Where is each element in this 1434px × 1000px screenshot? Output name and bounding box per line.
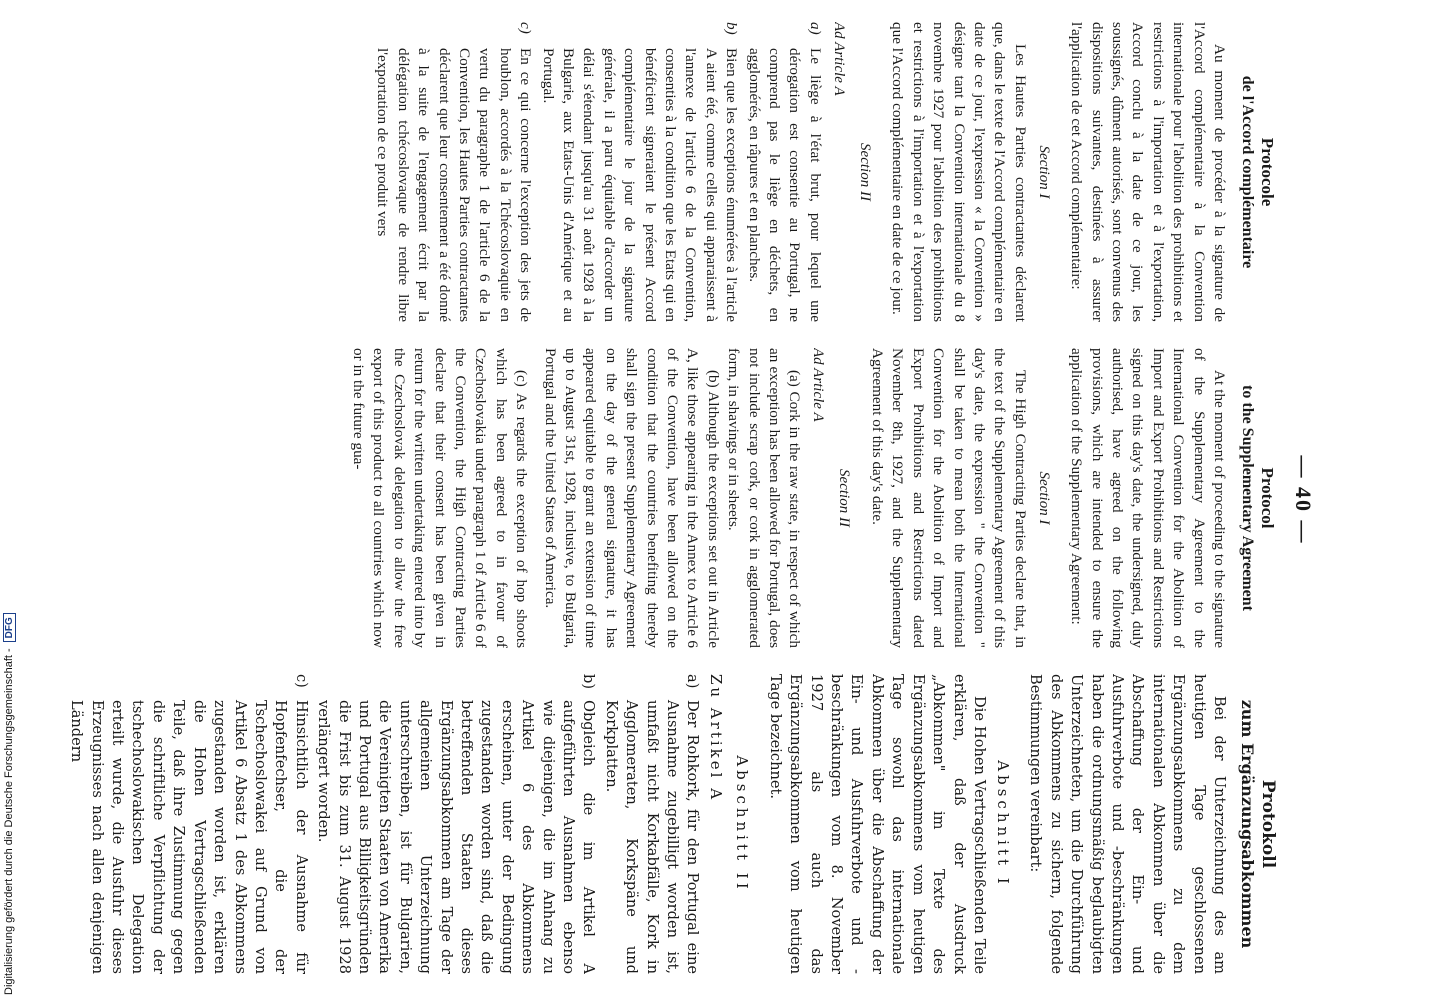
french-section2-heading: Section II (856, 143, 873, 201)
german-item-b-text: Obgleich die im Artikel A aufgeführten Ausnahmen ebenso wie diejenigen, die im Anhang zu Artikel 6 des Abkommens erscheinen, unter der Bedingung zugestanden worden sind, daß die betreffenden Staaten dieses Ergänzungsabkommen am Tage der allgemeinen Unterzeichnung unterschreiben, ist für Bulgarien, die Vereinigten Staaten von Amerika und Portugal aus Billigkeitsgründen die Frist bis zum 31. August 1928 verlängert worden. (315, 700, 598, 974)
english-item-a (723, 348, 805, 648)
german-section2-heading: Abschnitt II (733, 755, 752, 893)
french-column (8, 22, 1278, 322)
german-item-c-label: c) (292, 674, 310, 688)
german-article-heading: Zu Artikel A (707, 674, 726, 803)
german-intro: Bei der Unterzeichnung des am heutigen Tage geschlossenen Ergänzungsabkommens zu dem internationalen Abkommen über die Abschaffung der Ein- und Ausfuhrverbote und -beschränkungen haben die ordnungsmäßig beglaubigten Unterzeichneten, um die Durchführung des Abkommens zu sichern, folgende Bestimmungen vereinbart: (1027, 674, 1228, 974)
english-subtitle: to the Supplementary Agreement (1239, 385, 1256, 611)
french-item-a (743, 22, 825, 322)
french-section1-heading: Section I (1035, 145, 1052, 199)
english-section2-heading: Section II (836, 469, 853, 527)
german-item-a (600, 674, 702, 974)
german-column (8, 674, 1278, 974)
english-article-heading: Ad Article A (810, 348, 827, 422)
french-item-b (537, 22, 741, 322)
english-item-b-label: (b) (704, 370, 722, 388)
dfg-logo: DFG (3, 613, 16, 642)
french-item-b-label: b) (723, 22, 741, 35)
english-item-b (539, 348, 723, 648)
german-item-c-text: Hinsichtlich der Ausnahme für Hopfenfechser, die der Tschechoslowakei auf Grund von Artikel 6 Absatz 1 des Abkommens zugestanden worden ist, erklären die Hohen Vertragschließenden Teile, daß ihre Zustimmung gegen die schriftliche Verpflichtung der tschechoslowakischen Delegation erteilt wurde, die Ausfuhr dieses Erzeugnisses nach allen denjenigen Ländern (68, 700, 310, 974)
french-item-a-text: Le liège à l'état brut, pour lequel une dérogation est consentie au Portugal, ne comprend pas le liège en déchets, en agglomérés, en râpures et en planches. (745, 48, 824, 322)
english-item-c-text: As regards the exception of hop shoots which has been agreed to in favour of Czechoslovakia under paragraph 1 of Article 6 of the Convention, the High Contracting Parties declare that their consent has been given in return for the written undertaking entered into by the Czechoslovak delegation to allow the free export of this product to all countries which now or in the future gua- (349, 348, 531, 648)
digitization-credit-label: Digitalisierung gefördert durch die Deutsche Forschungsgemeinschaft - (3, 648, 15, 995)
german-section1-heading: Abschnitt I (993, 760, 1012, 888)
english-item-a-text: Cork in the raw state, in respect of which an exception has been allowed for Portugal, does not include scrap cork, or cork in agglomerated form, in shavings or in sheets. (725, 348, 804, 648)
french-subtitle: de l'Accord complémentaire (1239, 75, 1256, 269)
french-article-heading: Ad Article A (830, 22, 847, 96)
french-item-b-text: Bien que les exceptions énumérées à l'article A aient été, comme celles qui apparaissent à l'annexe de l'article 6 de la Convention, consenties à la condition que les Etats qui en bénéficient signeraient le présent Accord complémentaire le jour de la signature générale, il a paru équitable d'accorder un délai s'étendant jusqu'au 31 août 1928 à la Bulgarie, aux Etats-Unis d'Amérique et au Portugal. (539, 48, 741, 322)
english-title: Protocol (1258, 467, 1277, 529)
german-item-b (313, 674, 599, 974)
english-item-c-label: (c) (513, 370, 531, 387)
french-section1-text: Les Hautes Parties contractantes déclarent que, dans le texte de l'Accord complémentaire en date de ce jour, l'expression « la Convention » désigne tant la Convention internationale du 8 novembre 1927 pour l'abolition des prohibitions et restrictions à l'importation et à l'exportation que l'Accord complémentaire en date de ce jour. (889, 22, 1029, 322)
german-subtitle: zum Ergänzungsabkommen (1238, 699, 1257, 949)
french-item-c (372, 22, 535, 322)
digitization-credit-text (3, 613, 16, 995)
english-item-b-text: Although the exceptions set out in Article A, like those appearing in the Annex to Article 6 of the Convention, have been allowed on the condition that the countries benefiting thereby shall sign the present Supplementary Agreement on the day of the general signature, it has appeared equitable to grant an extension of time up to August 31st, 1928, inclusive, to Bulgaria, Portugal and the United States of America. (541, 348, 722, 648)
english-item-c (348, 348, 532, 648)
english-item-a-label: (a) (786, 370, 804, 387)
english-intro: At the moment of proceeding to the signature of the Supplementary Agreement to the International Convention for the Abolition of Import and Export Prohibitions and Restrictions signed on this day's date, the undersigned, duly authorised, have agreed on the following provisions, which are intended to ensure the application of the Supplementary Agreement: (1068, 348, 1228, 648)
page-number: — 40 — (1291, 455, 1316, 545)
french-title: Protocole (1258, 137, 1277, 207)
digitization-credit (0, 0, 20, 1000)
german-section1-text: Die Hohen Vertragschließenden Teile erklären, daß der Ausdruck „Abkommen" im Texte des Ergänzungsabkommens vom heutigen Tage sowohl das internationale Abkommen über die Abschaffung der Ein- und Ausfuhrverbote und -beschränkungen vom 8. November 1927 als auch das Ergänzungsabkommen vom heutigen Tage bezeichnet. (766, 674, 988, 974)
german-item-a-label: a) (684, 674, 702, 689)
french-item-c-text: En ce qui concerne l'exception des jets de houblon, accordés à la Tchécoslovaquie en vertu du paragraphe 1 de l'article 6 de la Convention, les Hautes Parties contractantes déclarent que leur consentement a été donné à la suite de l'engagement écrit par la délégation tchécoslovaque de rendre libre l'exportation de ce produit vers (374, 48, 535, 322)
german-item-c (66, 674, 311, 974)
french-item-a-label: a) (806, 22, 824, 35)
french-intro: Au moment de procéder à la signature de l'Accord complémentaire à la Convention internationale pour l'abolition des prohibitions et restrictions à l'importation et à l'exportation, Accord conclu à la date de ce jour, les soussignés, dûment autorisés, sont convenus des dispositions suivantes, destinées à assurer l'application de cet Accord complémentaire: (1068, 22, 1228, 322)
german-title: Protokoll (1258, 779, 1278, 869)
german-item-b-label: b) (580, 674, 598, 690)
english-section1-text: The High Contracting Parties declare that, in the text of the Supplementary Agreement of this day's date, the expression " the Convention " shall be taken to mean both the International Convention for the Abolition of Import and Export Prohibitions and Restrictions dated November 8th, 1927, and the Supplementary Agreement of this day's date. (868, 348, 1029, 648)
german-item-a-text: Der Rohkork, für den Portugal eine Ausnahme zugebilligt worden ist, umfaßt nicht Korkabfälle, Kork in Agglomeraten, Korkspäne und Korkplatten. (602, 700, 702, 974)
english-section1-heading: Section I (1035, 471, 1052, 525)
french-item-c-label: c) (517, 22, 535, 34)
english-column (8, 348, 1278, 648)
